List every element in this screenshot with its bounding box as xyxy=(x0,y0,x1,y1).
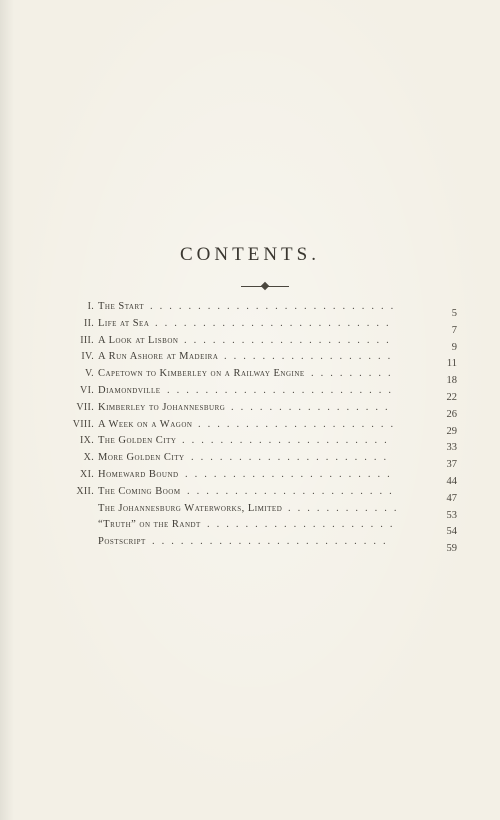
chapter-title: More Golden City xyxy=(98,452,185,464)
chapter-numeral: V. xyxy=(84,368,94,380)
chapter-title: Capetown to Kimberley on a Railway Engine xyxy=(98,368,305,380)
chapter-title: A Look at Lisbon xyxy=(98,334,179,346)
page-number: 11 xyxy=(446,358,457,370)
page-number: 18 xyxy=(446,375,457,387)
chapter-numeral: II. xyxy=(83,317,94,329)
dot-leader: ................. xyxy=(231,401,395,413)
page-number: 59 xyxy=(446,543,457,555)
toc-entry xyxy=(0,332,500,353)
dot-leader: .................. xyxy=(224,351,398,363)
dot-leader: ......... xyxy=(311,368,398,380)
dot-leader: .......................... xyxy=(150,301,401,312)
chapter-title: The Start xyxy=(98,301,145,312)
page-number: 37 xyxy=(446,459,457,471)
toc-entry xyxy=(0,500,500,521)
toc-entry xyxy=(0,466,500,487)
chapter-numeral: I. xyxy=(87,301,94,312)
contents-heading: CONTENTS. xyxy=(180,244,320,265)
dot-leader: ............ xyxy=(288,502,404,514)
page-number: 53 xyxy=(446,509,457,521)
chapter-numeral: XII. xyxy=(76,485,94,497)
dot-leader: ...................... xyxy=(185,469,397,480)
chapter-numeral: XI. xyxy=(80,469,94,480)
page-number: 22 xyxy=(446,392,457,403)
dot-leader: ..................... xyxy=(191,452,394,464)
toc-entry xyxy=(0,432,500,454)
chapter-numeral: IX. xyxy=(80,435,94,447)
toc-entry xyxy=(0,315,500,336)
page-number: 9 xyxy=(451,341,457,353)
chapter-title: Life at Sea xyxy=(98,317,150,329)
dot-leader: .................... xyxy=(207,519,400,531)
page-number: 26 xyxy=(446,408,457,420)
dot-leader: ..................... xyxy=(198,418,401,430)
dot-leader: ........................ xyxy=(167,385,398,396)
toc-entry xyxy=(0,449,500,471)
chapter-title: Kimberley to Johannesburg xyxy=(98,401,226,413)
chapter-numeral: X. xyxy=(83,452,94,464)
page-number: 5 xyxy=(451,308,457,319)
page-number: 29 xyxy=(446,425,457,437)
chapter-title: The Johannesburg Waterworks, Limited xyxy=(98,502,283,514)
toc-entry xyxy=(0,298,500,319)
chapter-title: A Week on a Wagon xyxy=(98,418,193,430)
page-number: 33 xyxy=(446,442,457,454)
chapter-numeral: III. xyxy=(80,334,94,346)
chapter-numeral: VII. xyxy=(76,401,94,413)
chapter-title: A Run Ashore at Madeira xyxy=(98,351,219,363)
toc-entry xyxy=(0,348,500,370)
toc-entry xyxy=(0,382,500,403)
ornament-diamond-icon xyxy=(261,282,269,290)
dot-leader: ...................... xyxy=(184,334,396,346)
page-number: 47 xyxy=(446,492,457,504)
chapter-title: Homeward Bound xyxy=(98,469,179,480)
chapter-numeral: VI. xyxy=(80,385,94,396)
chapter-numeral: VIII. xyxy=(72,418,94,430)
page-number: 7 xyxy=(451,324,457,336)
chapter-title: The Coming Boom xyxy=(98,485,181,497)
toc-entry xyxy=(0,516,500,538)
chapter-title: The Golden City xyxy=(98,435,177,447)
toc-entry xyxy=(0,399,500,420)
toc-entry xyxy=(0,533,500,555)
dot-leader: ......................... xyxy=(152,536,393,548)
page-number: 54 xyxy=(446,526,457,538)
chapter-numeral: IV. xyxy=(81,351,94,363)
dot-leader: ......................... xyxy=(155,317,396,329)
chapter-title: Postscript xyxy=(98,536,146,548)
toc-entry xyxy=(0,365,500,387)
dot-leader: ...................... xyxy=(187,485,399,497)
page-number: 44 xyxy=(446,476,457,487)
chapter-title: “Truth” on the Randt xyxy=(98,519,201,531)
chapter-title: Diamondville xyxy=(98,385,161,396)
toc-entry xyxy=(0,416,500,437)
dot-leader: ...................... xyxy=(182,435,394,447)
toc-entry xyxy=(0,483,500,504)
